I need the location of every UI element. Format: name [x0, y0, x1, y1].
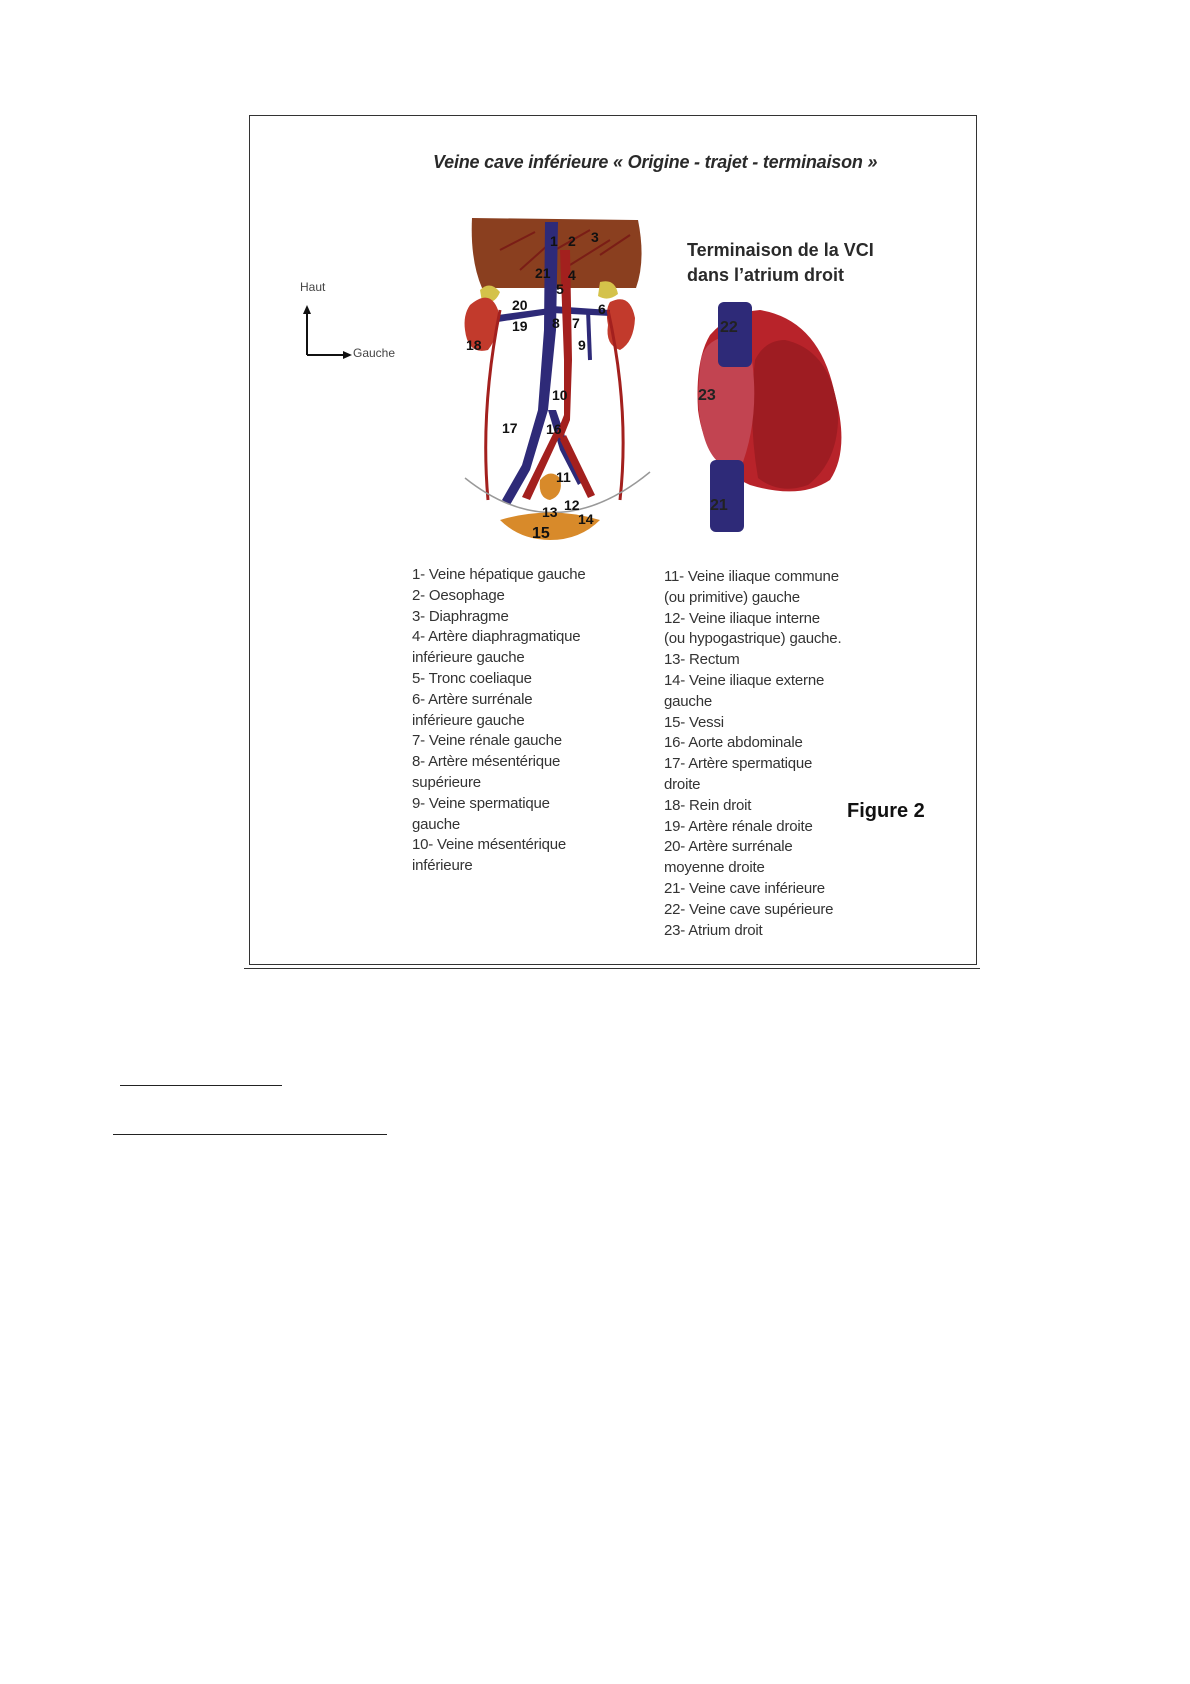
label-8: 8: [552, 315, 560, 331]
label-16: 16: [546, 421, 562, 437]
legend-item: 12- Veine iliaque interne: [664, 609, 820, 627]
legend-item: 10- Veine mésentérique: [412, 836, 567, 854]
legend-item: 23- Atrium droit: [664, 921, 763, 939]
label-17: 17: [502, 420, 518, 436]
legend-item: gauche: [664, 692, 713, 710]
horizontal-rule-long: [113, 1134, 387, 1135]
label-13: 13: [542, 504, 558, 520]
legend-item: 17- Artère spermatique: [664, 755, 813, 773]
legend-item: inférieure gauche: [412, 711, 525, 729]
figure-title: Veine cave inférieure « Origine - trajet - terminaison »: [433, 152, 878, 172]
label-1: 1: [550, 233, 558, 249]
legend-item: 3- Diaphragme: [412, 607, 509, 625]
legend-item: (ou primitive) gauche: [664, 588, 800, 606]
heart-label-23: 23: [698, 387, 716, 404]
legend-item: inférieure: [412, 857, 473, 875]
label-18: 18: [466, 337, 482, 353]
label-15: 15: [532, 525, 550, 542]
legend-item: 21- Veine cave inférieure: [664, 879, 825, 897]
legend-item: 1- Veine hépatique gauche: [412, 566, 586, 583]
legend-item: supérieure: [412, 773, 481, 791]
legend-item: 2- Oesophage: [412, 586, 505, 604]
label-4: 4: [568, 267, 576, 283]
legend-item: 13- Rectum: [664, 651, 740, 669]
legend-item: 22- Veine cave supérieure: [664, 900, 834, 918]
label-7: 7: [572, 315, 580, 331]
legend-item: 15- Vessi: [664, 713, 724, 731]
label-20: 20: [512, 297, 528, 313]
label-5: 5: [556, 281, 564, 297]
legend-item: 11- Veine iliaque commune: [664, 568, 839, 585]
legend-item: 18- Rein droit: [664, 796, 752, 814]
legend-item: gauche: [412, 815, 461, 833]
heart-subtitle-line2: dans l’atrium droit: [687, 265, 845, 285]
legend-item: 6- Artère surrénale: [412, 690, 533, 708]
legend-item: moyenne droite: [664, 859, 765, 877]
legend-item: 20- Artère surrénale: [664, 838, 793, 856]
heart-illustration: [690, 300, 870, 550]
label-19: 19: [512, 318, 528, 334]
horizontal-rule-short: [120, 1085, 282, 1086]
label-21: 21: [535, 265, 551, 281]
legend-item: inférieure gauche: [412, 649, 525, 667]
legend-item: 9- Veine spermatique: [412, 794, 550, 812]
label-11: 11: [556, 469, 571, 485]
heart-label-21: 21: [710, 497, 728, 514]
abdominal-anatomy-illustration: [460, 210, 680, 550]
figure-underline: [244, 968, 980, 969]
label-6: 6: [598, 301, 606, 317]
label-2: 2: [568, 233, 576, 249]
heart-subtitle-line1: Terminaison de la VCI: [687, 240, 874, 260]
label-12: 12: [564, 497, 580, 513]
legend-right: [664, 567, 841, 941]
axis-left-label: Gauche: [353, 346, 396, 360]
heart-subtitle: [687, 238, 874, 288]
legend-item: 14- Veine iliaque externe: [664, 671, 825, 689]
label-3: 3: [591, 229, 599, 245]
label-14: 14: [578, 511, 594, 527]
label-9: 9: [578, 337, 586, 353]
legend-item: 7- Veine rénale gauche: [412, 732, 562, 750]
legend-item: 16- Aorte abdominale: [664, 734, 803, 752]
legend-left: [412, 565, 585, 877]
legend-item: droite: [664, 775, 701, 793]
heart-inferior-vena-cava: [710, 460, 744, 532]
orientation-arrows: [295, 300, 415, 380]
legend-item: 4- Artère diaphragmatique: [412, 628, 581, 646]
figure-label: Figure 2: [847, 800, 925, 822]
legend-item: 8- Artère mésentérique: [412, 753, 561, 771]
axis-up-label: Haut: [300, 280, 326, 294]
label-10: 10: [552, 387, 568, 403]
legend-item: 5- Tronc coeliaque: [412, 669, 532, 687]
legend-item: (ou hypogastrique) gauche.: [664, 630, 842, 648]
heart-label-22: 22: [720, 319, 738, 336]
legend-item: 19- Artère rénale droite: [664, 817, 813, 835]
